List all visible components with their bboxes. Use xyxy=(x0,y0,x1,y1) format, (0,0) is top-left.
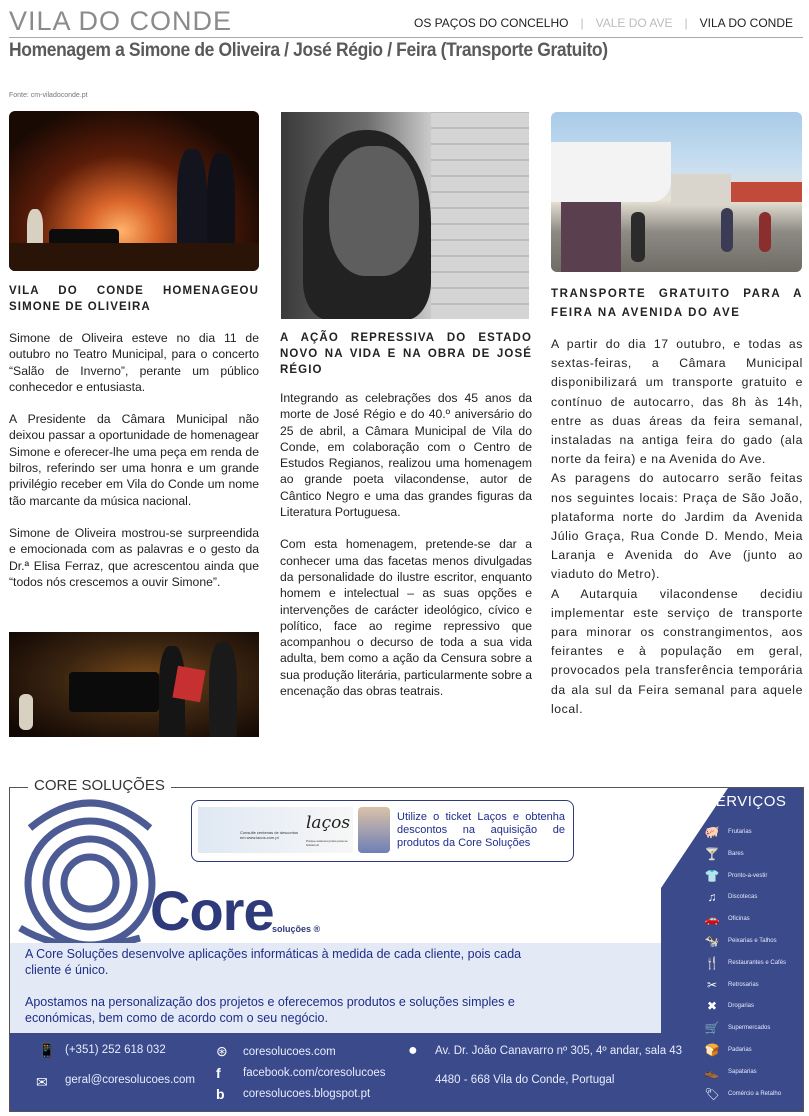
blog-icon: b xyxy=(216,1086,225,1102)
article-body-simone xyxy=(9,330,259,606)
paragraph: A partir do dia 17 outubro, e todas as sextas-feiras, a Câmara Municipal disponibilizará um transporte gratuito e contínuo de autocarro, das 8h às 14h, entre as duas áreas da feira semanal, instaladas na antiga feira do gado (ala norte da feira) e na Avenida do Ave. xyxy=(551,337,803,467)
service-label: Restaurantes e Cafés xyxy=(728,959,787,966)
tools-icon: ✖ xyxy=(706,999,718,1014)
service-item xyxy=(704,910,750,928)
cutlery-icon: 🍴 xyxy=(704,955,720,970)
shoe-icon: 👞 xyxy=(704,1064,720,1079)
nav-separator: | xyxy=(580,16,584,30)
service-item xyxy=(704,1085,781,1103)
email-icon: ✉ xyxy=(36,1074,48,1090)
article-title-jose-regio: A AÇÃO REPRESSIVA DO ESTADO NOVO NA VIDA E NA OBRA DE JOSÉ RÉGIO xyxy=(280,332,532,376)
ad-description-2: Apostamos na personalização dos projetos e oferecemos produtos e soluções simples e económicas, bem como de acordo com o seu negócio. xyxy=(25,995,515,1025)
lacos-ticket-image xyxy=(198,807,353,853)
nav-link-vale-do-ave[interactable]: VALE DO AVE xyxy=(595,16,673,30)
facebook-icon: f xyxy=(216,1065,221,1081)
pig-icon: 🐖 xyxy=(704,825,720,839)
ad-description-1: A Core Soluções desenvolve aplicações informáticas à medida de cada cliente, pois cada cliente é único. xyxy=(25,947,522,977)
service-item xyxy=(704,997,754,1015)
service-item xyxy=(704,1041,752,1059)
header-divider xyxy=(9,37,803,38)
lacos-ticket-banner[interactable] xyxy=(191,800,574,862)
cocktail-icon: 🍸 xyxy=(704,846,720,861)
lacos-logo: laços xyxy=(306,813,351,833)
car-icon: 🚗 xyxy=(704,912,720,927)
homage-ceremony-photo xyxy=(9,632,259,737)
nav-link-vila-do-conde[interactable]: VILA DO CONDE xyxy=(699,16,793,30)
concert-stage-photo xyxy=(9,111,259,271)
article-body-jose-regio xyxy=(280,390,532,715)
service-item xyxy=(704,823,752,841)
tag-icon: 🏷 xyxy=(704,1086,720,1101)
service-item xyxy=(704,867,767,885)
paragraph: Simone de Oliveira esteve no dia 11 de outubro no Teatro Municipal, para o concerto “Salão de Inverno”, perante um público conhecedor e entusiasta. xyxy=(9,331,259,394)
service-label: Bares xyxy=(728,850,744,857)
source-credit: Fonte: cm-viladoconde.pt xyxy=(9,92,88,99)
contact-facebook[interactable]: facebook.com/coresolucoes xyxy=(243,1067,386,1079)
service-item xyxy=(704,954,786,972)
lacos-ticket-text: Utilize o ticket Laços e obtenha descontos na aquisição de produtos da Core Soluções xyxy=(397,811,565,849)
services-title: OS NOSSOS SERVIÇOS xyxy=(606,793,787,810)
basket-icon: 🛒 xyxy=(704,1021,720,1036)
service-item xyxy=(704,888,757,906)
service-item xyxy=(704,1019,770,1037)
nav-link-pacos-concelho[interactable]: OS PAÇOS DO CONCELHO xyxy=(413,16,569,30)
service-label: Peixarias e Talhos xyxy=(728,938,777,944)
contact-email[interactable]: geral@coresolucoes.com xyxy=(65,1074,195,1086)
contact-website[interactable]: coresolucoes.com xyxy=(243,1046,336,1058)
nav-separator: | xyxy=(684,16,688,30)
contact-phone[interactable]: (+351) 252 618 032 xyxy=(65,1044,166,1056)
service-item xyxy=(704,1063,757,1081)
top-navigation xyxy=(414,16,793,30)
service-label: Sapatarias xyxy=(728,1068,757,1075)
core-brand-subtitle: soluções ® xyxy=(272,924,321,934)
page-headline: Homenagem a Simone de Oliveira / José Régio / Feira (Transporte Gratuito) xyxy=(9,40,608,61)
phone-icon: 📱 xyxy=(38,1042,56,1058)
service-item xyxy=(704,932,777,950)
cow-icon: 🐄 xyxy=(704,934,720,948)
lacos-note-right: Porque estamos juntos para se bobamos! xyxy=(306,839,348,847)
tshirt-icon: 👕 xyxy=(704,868,720,883)
paragraph: Simone de Oliveira mostrou-se surpreendida e emocionada com as palavras e o gesto da Dr.ª Elisa Ferraz, que acrescentou ainda que “todos nós crescemos a ouvir Simone”. xyxy=(9,525,259,589)
service-label: Oficinas xyxy=(728,916,750,923)
service-label: Pronto-a-vestir xyxy=(728,872,768,879)
paragraph: A Presidente da Câmara Municipal não deixou passar a oportunidade de homenagear Simone e oferecer-lhe uma peça em renda de bilros, referindo ser uma honra e um grande privilégio receber em Vila do Conde um nome tão marcante da música nacional. xyxy=(9,412,259,508)
core-solucoes-advertisement xyxy=(9,787,804,1112)
contact-address-line-2: 4480 - 668 Vila do Conde, Portugal xyxy=(435,1074,615,1086)
ad-section-label: CORE SOLUÇÕES xyxy=(28,777,171,794)
paragraph: Integrando as celebrações dos 45 anos da morte de José Régio e do 40.º aniversário do 25 de abril, a Câmara Municipal de Vila do Conde, em colaboração com o Centro de Estudos Regianos, realizou uma homenagem ao grande poeta vilacondense, autor de Cântico Negro e uma das grandes figuras da Literatura Portuguesa. xyxy=(280,391,532,520)
music-note-icon: ♫ xyxy=(707,890,717,905)
service-label: Discotecas xyxy=(728,894,758,901)
article-title-simone: VILA DO CONDE HOMENAGEOU SIMONE DE OLIVEIRA xyxy=(9,285,259,313)
contact-blog[interactable]: coresolucoes.blogspot.pt xyxy=(243,1088,371,1100)
jose-regio-portrait-photo xyxy=(281,112,529,319)
article-title-transporte: TRANSPORTE GRATUITO PARA A FEIRA NA AVENIDA DO AVE xyxy=(551,288,803,319)
masthead-title: VILA DO CONDE xyxy=(9,6,233,36)
paragraph: A Autarquia vilacondense decidiu implementar este serviço de transporte para minorar os constrangimentos, aos feirantes e à população em geral, provocados pela transferência temporária da ala sul da Feira semanal para aquele local. xyxy=(551,586,803,716)
location-pin-icon: ● xyxy=(408,1042,418,1059)
service-item xyxy=(704,976,759,994)
paragraph: Com esta homenagem, pretende-se dar a conhecer uma das facetas menos divulgadas da personalidade do ilustre escritor, enquanto homem e intelectual – as suas opções e intervenções de carácter ideológico, cívico e político, face ao regime repressivo que acompanhou o decurso de toda a sua vida adulta, bem como a ação da Censura sobre a sua produção literária, particularmente sobre a encenação das obras teatrais. xyxy=(280,537,533,699)
web-icon: ⊛ xyxy=(216,1043,228,1059)
service-label: Supermercados xyxy=(728,1025,771,1032)
service-label: Frutarias xyxy=(728,829,752,835)
lacos-person-image xyxy=(358,807,390,853)
scissors-icon: ✂ xyxy=(706,977,718,992)
street-market-photo xyxy=(551,112,802,272)
service-item xyxy=(704,845,744,863)
contact-address-line-1: Av. Dr. João Canavarro nº 305, 4º andar, sala 43 xyxy=(435,1045,683,1057)
service-label: Comércio a Retalho xyxy=(728,1090,782,1097)
article-body-transporte xyxy=(551,335,803,719)
service-label: Padarias xyxy=(728,1047,752,1053)
bread-icon: 🍞 xyxy=(704,1043,720,1057)
service-label: Retrosarias xyxy=(728,981,759,988)
paragraph: As paragens do autocarro serão feitas nos seguintes locais: Praça de São João, plataforma norte do Jardim da Avenida Júlio Graça, Rua Conde D. Mendo, Meia Laranja e Avenida do Ave (junto ao viaduto do Metro). xyxy=(551,471,803,582)
lacos-note-left: Consulte centenas de descontos em www.lacos.com.pt xyxy=(240,830,299,840)
core-brand-wordmark: Core xyxy=(150,879,274,942)
service-label: Drogarias xyxy=(728,1003,755,1010)
